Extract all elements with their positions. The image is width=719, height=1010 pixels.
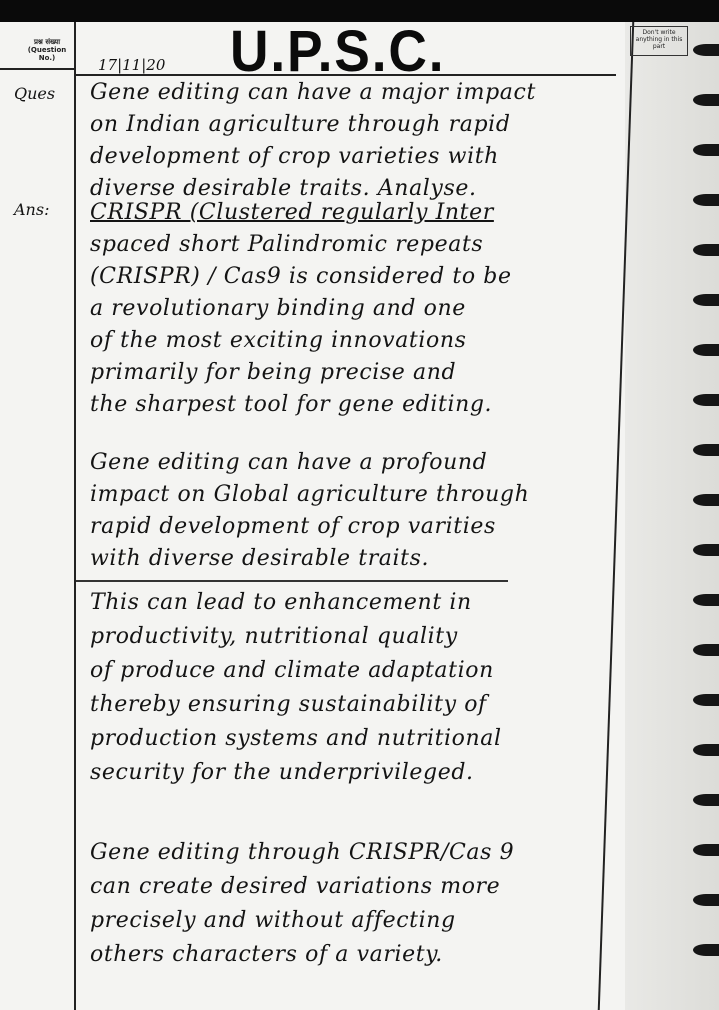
paragraph-divider (76, 580, 508, 582)
answer-line: primarily for being precise and (90, 360, 457, 385)
answer-line: This can lead to enhancement in (90, 590, 472, 615)
answer-line: of the most exciting innovations (90, 328, 467, 353)
spiral-ring (693, 594, 719, 606)
spiral-ring (693, 644, 719, 656)
question-number-label: प्रश्न संख्या (Question No.) (27, 38, 67, 62)
answer-tag: Ans: (14, 200, 50, 219)
left-margin-line (74, 22, 76, 1010)
answer-line: security for the underprivileged. (90, 760, 474, 785)
spiral-ring (693, 344, 719, 356)
answer-line: productivity, nutritional quality (90, 624, 458, 649)
answer-line: Gene editing through CRISPR/Cas 9 (90, 840, 515, 865)
answer-line: (CRISPR) / Cas9 is considered to be (90, 264, 512, 289)
answer-line: production systems and nutritional (90, 726, 502, 751)
question-line: Gene editing can have a major impact (90, 80, 536, 105)
spiral-ring (693, 444, 719, 456)
spiral-ring (693, 494, 719, 506)
spiral-ring (693, 544, 719, 556)
spiral-ring (693, 894, 719, 906)
corner-note: Don't write anything in this part (630, 26, 688, 56)
question-line: on Indian agriculture through rapid (90, 112, 511, 137)
answer-line: spaced short Palindromic repeats (90, 232, 484, 257)
spiral-ring (693, 394, 719, 406)
answer-line: with diverse desirable traits. (90, 546, 430, 571)
answer-line: thereby ensuring sustainability of (90, 692, 487, 717)
answer-line: impact on Global agriculture through (90, 482, 530, 507)
brand-title: U.P.S.C. (230, 19, 446, 84)
question-line: diverse desirable traits. Analyse. (90, 176, 477, 201)
answer-line: CRISPR (Clustered regularly Inter (90, 200, 494, 225)
answer-line: others characters of a variety. (90, 942, 443, 967)
spiral-ring (693, 244, 719, 256)
spiral-ring (693, 94, 719, 106)
spiral-ring (693, 294, 719, 306)
answer-date: 17|11|20 (98, 56, 166, 74)
binding-strip (625, 22, 719, 1010)
spiral-ring (693, 794, 719, 806)
question-line: development of crop varieties with (90, 144, 499, 169)
question-tag: Ques (14, 84, 56, 103)
answer-line: of produce and climate adaptation (90, 658, 494, 683)
spiral-ring (693, 44, 719, 56)
answer-line: rapid development of crop varities (90, 514, 496, 539)
spiral-ring (693, 144, 719, 156)
answer-line: precisely and without affecting (90, 908, 456, 933)
spiral-ring (693, 944, 719, 956)
spiral-ring (693, 194, 719, 206)
answer-line: a revolutionary binding and one (90, 296, 466, 321)
answer-line: the sharpest tool for gene editing. (90, 392, 493, 417)
spiral-ring (693, 844, 719, 856)
spiral-ring (693, 744, 719, 756)
spiral-ring (693, 694, 719, 706)
answer-line: can create desired variations more (90, 874, 501, 899)
answer-line: Gene editing can have a profound (90, 450, 488, 475)
